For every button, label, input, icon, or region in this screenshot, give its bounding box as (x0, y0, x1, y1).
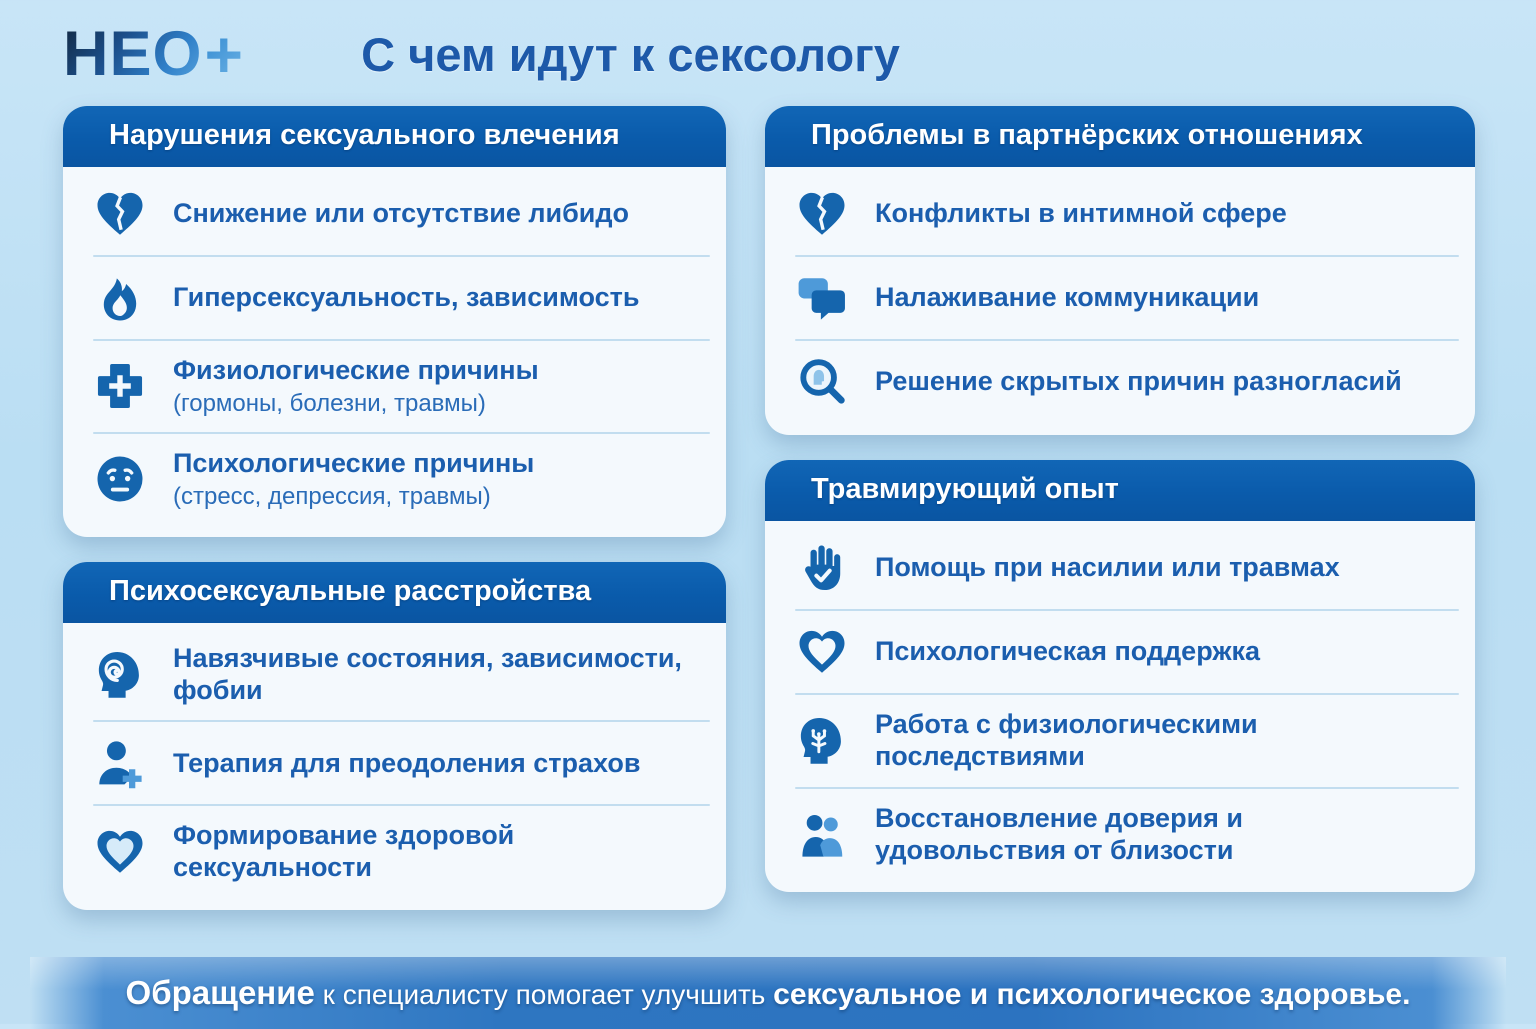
couple-icon (795, 808, 849, 862)
broken-heart-icon (93, 187, 147, 241)
footer-banner (30, 957, 1506, 1029)
hand-check-icon (795, 541, 849, 595)
item-label: Снижение или отсутствие либидо (173, 198, 630, 229)
right-column (765, 106, 1475, 917)
list-item (765, 611, 1475, 693)
item-sublabel: (стресс, депрессия, травмы) (173, 482, 491, 510)
heart-support-icon (795, 625, 849, 679)
worried-face-icon (93, 452, 147, 506)
card-title: Нарушения сексуального влечения (63, 106, 726, 167)
card-sexual-desire-disorders (63, 106, 726, 537)
logo-text: НЕО (63, 18, 203, 89)
card-body (765, 167, 1475, 435)
head-spiral-icon (93, 648, 147, 702)
item-label: Психологические причины (173, 447, 535, 478)
item-label: Терапия для преодоления страхов (173, 747, 641, 778)
card-traumatic-experience (765, 460, 1475, 892)
item-label: Налаживание коммуникации (875, 282, 1260, 313)
chat-bubbles-icon (795, 271, 849, 325)
footer-text-lead: Обращение (125, 974, 315, 1012)
flame-icon (93, 271, 147, 325)
item-label: Восстановление доверия и удовольствия от близости (875, 802, 1244, 865)
card-title: Травмирующий опыт (765, 460, 1475, 521)
item-label: Конфликты в интимной сфере (875, 198, 1287, 229)
list-item (765, 695, 1475, 787)
item-label: Гиперсексуальность, зависимость (173, 282, 640, 313)
item-label: Помощь при насилии или травмах (875, 552, 1340, 583)
card-title: Психосексуальные расстройства (63, 562, 726, 623)
card-body (765, 521, 1475, 892)
footer-text (126, 974, 1411, 1012)
list-item (63, 806, 726, 898)
left-column (63, 106, 726, 935)
card-body (63, 167, 726, 537)
item-label: Физиологические причины (173, 355, 539, 385)
list-item (63, 434, 726, 525)
item-label: Решение скрытых причин разногласий (875, 366, 1402, 397)
logo-plus-icon: + (204, 17, 244, 91)
item-label: Навязчивые состояния, зависимости, фобии (173, 642, 682, 705)
broken-heart-icon (795, 187, 849, 241)
logo (63, 17, 244, 91)
item-label: Психологическая поддержка (875, 636, 1261, 667)
list-item (765, 257, 1475, 339)
list-item (63, 629, 726, 721)
footer-text-tail: сексуальное и психологическое здоровье. (773, 978, 1411, 1012)
page-title: С чем идут к сексологу (361, 27, 900, 81)
list-item (765, 341, 1475, 423)
card-columns (0, 92, 1536, 935)
item-label: Работа с физиологическими последствиями (875, 709, 1258, 771)
list-item (63, 722, 726, 804)
magnifier-head-icon (795, 355, 849, 409)
list-item (765, 789, 1475, 881)
list-item (63, 173, 726, 255)
medical-cross-icon (93, 359, 147, 413)
list-item (765, 173, 1475, 255)
item-sublabel: (гормоны, болезни, травмы) (173, 389, 486, 417)
footer-text-middle: к специалисту помогает улучшить (314, 979, 774, 1011)
list-item (765, 527, 1475, 609)
card-partner-relationship-problems (765, 106, 1475, 435)
list-item (63, 257, 726, 339)
list-item (63, 341, 726, 432)
top-bar (0, 0, 1536, 92)
card-body (63, 623, 726, 910)
card-title: Проблемы в партнёрских отношениях (765, 106, 1475, 167)
head-tree-icon (795, 714, 849, 768)
person-plus-icon (93, 736, 147, 790)
item-label: Формирование здоровой сексуальности (173, 820, 515, 883)
card-psychosexual-disorders (63, 562, 726, 910)
heart-two-tone-icon (93, 825, 147, 879)
